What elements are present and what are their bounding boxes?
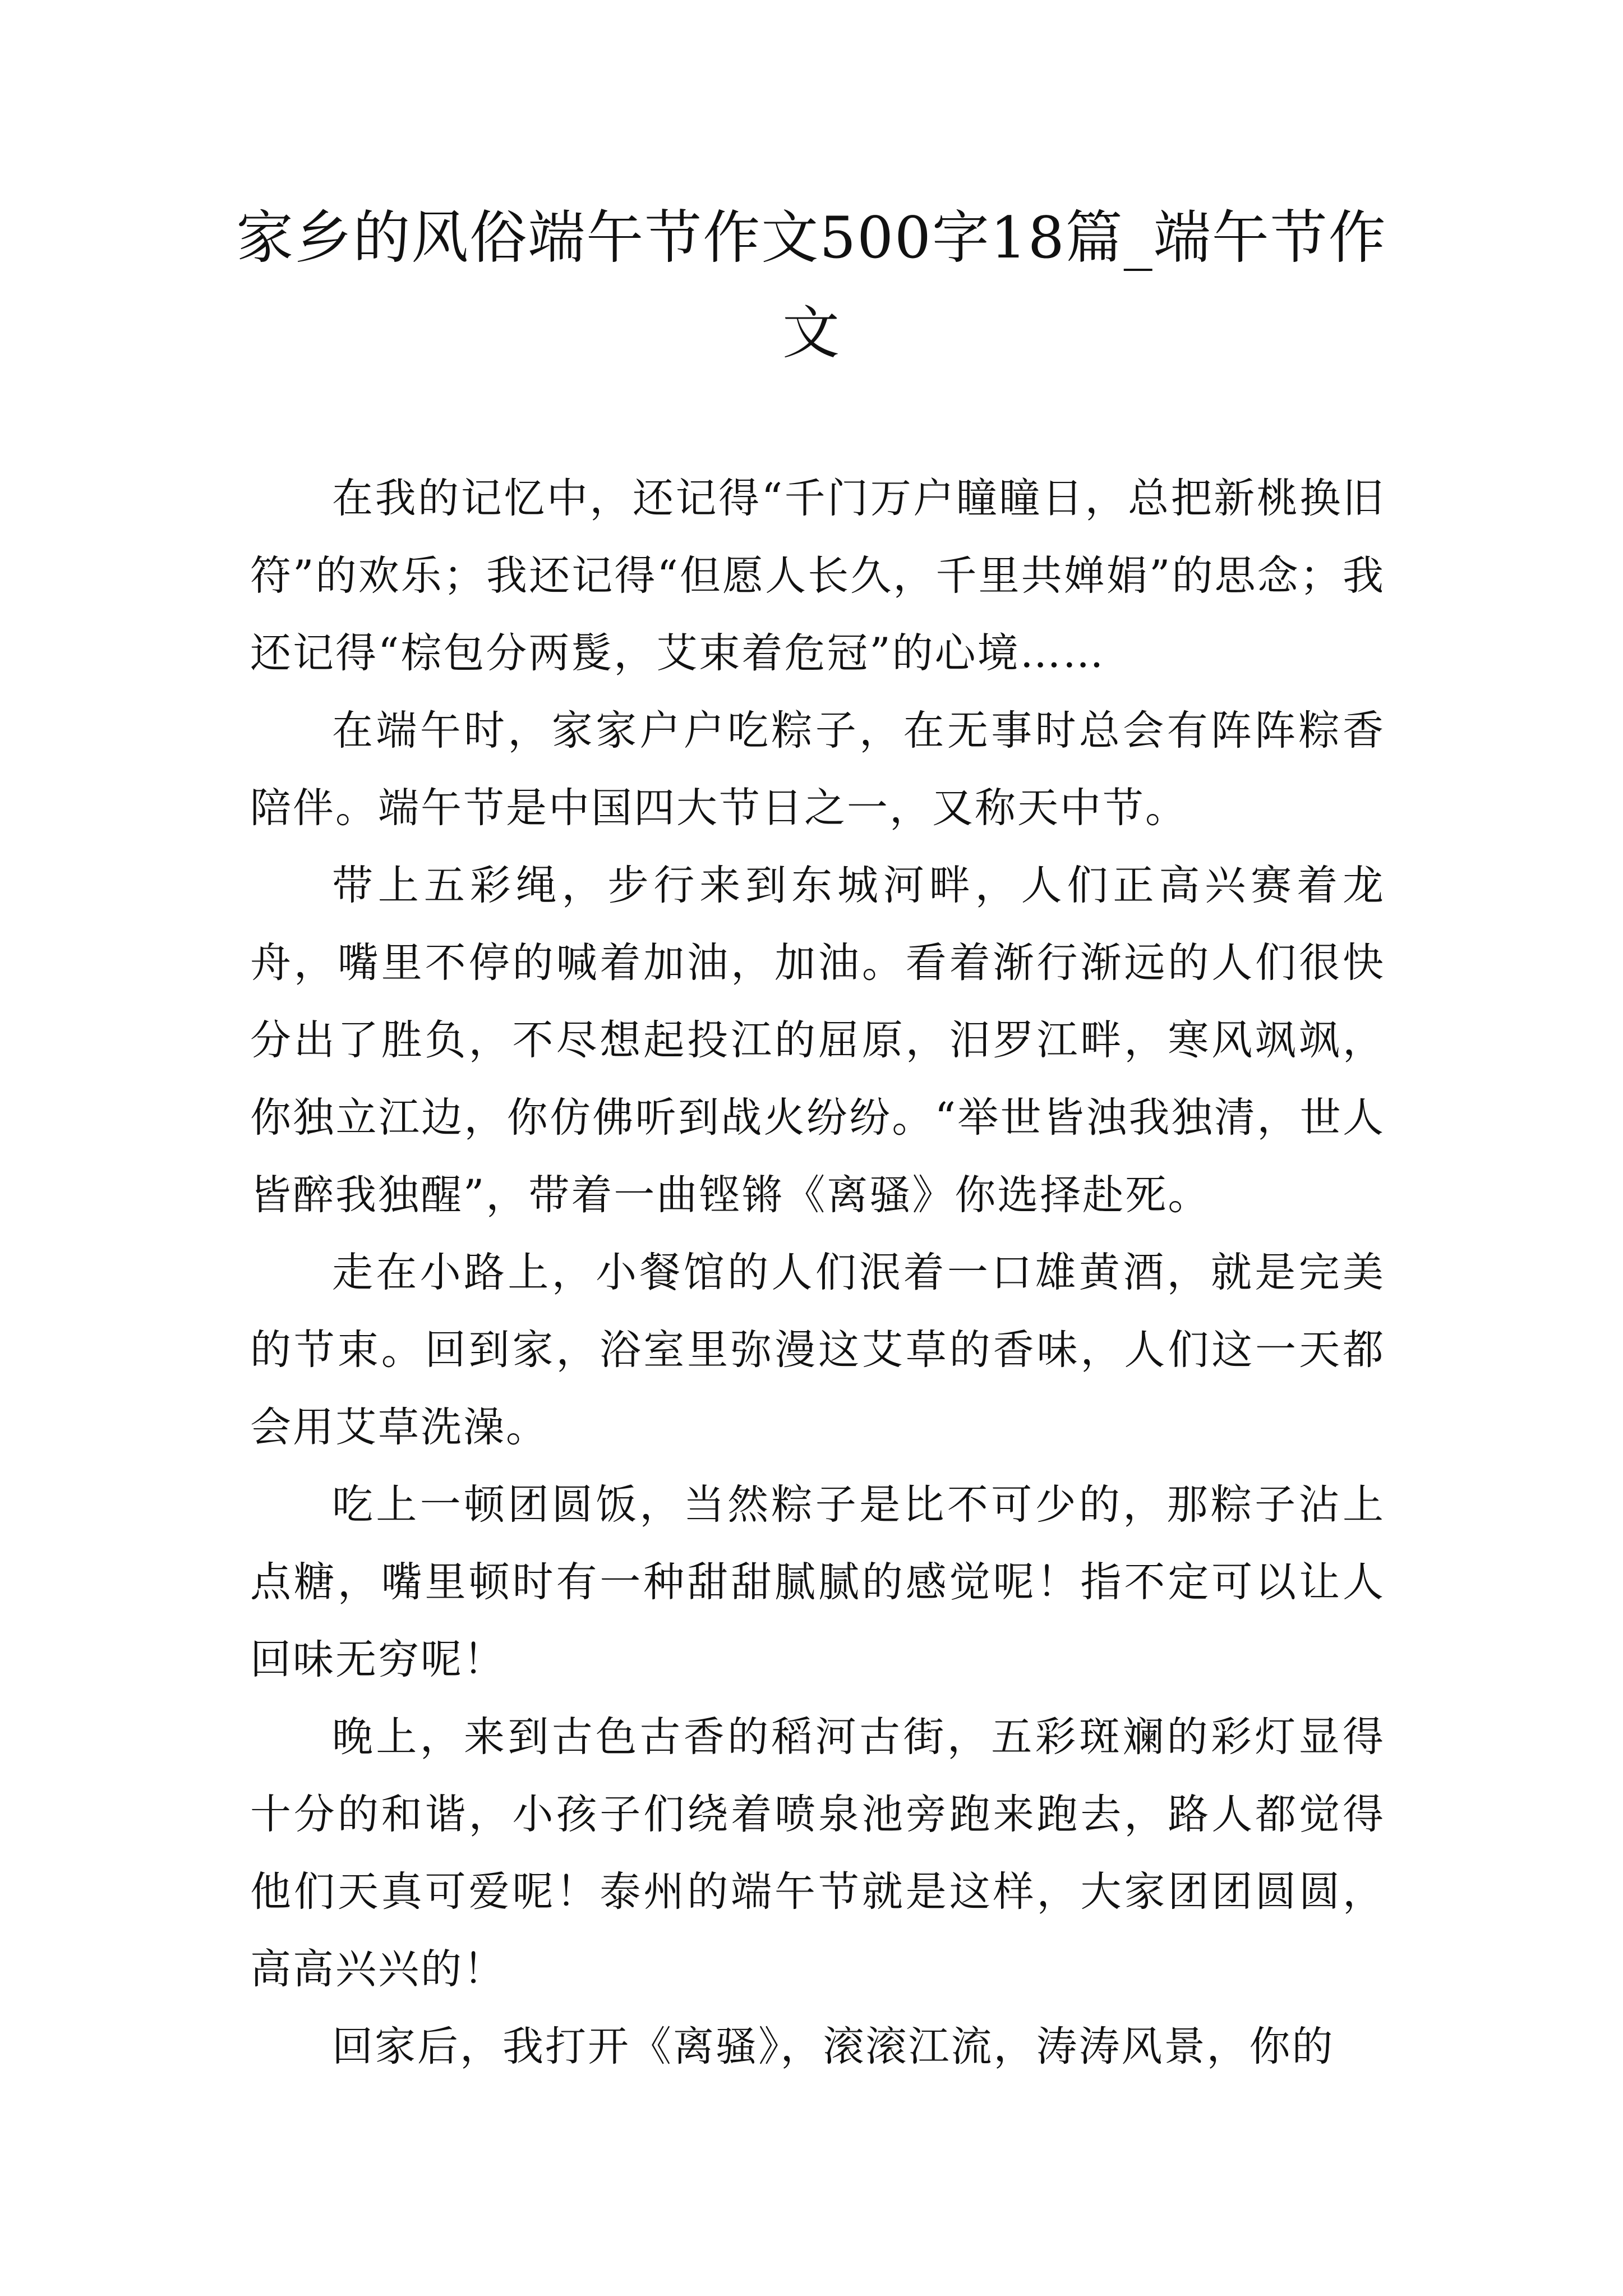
paragraph: 带上五彩绳，步行来到东城河畔，人们正高兴赛着龙舟，嘴里不停的喊着加油，加油。看着渐行渐远的人们很快分出了胜负，不尽想起投江的屈原，汨罗江畔，寒风飒飒，你独立江边，你仿佛听到战火纷纷。“举世皆浊我独清，世人皆醉我独醒”，带着一曲铿锵《离骚》你选择赴死。: [250, 862, 1385, 1219]
document-title: 家乡的风俗端午节作文500字18篇_端午节作文: [236, 205, 1387, 367]
paragraph: 走在小路上，小餐馆的人们泯着一口雄黄酒，就是完美的节束。回到家，浴室里弥漫这艾草的香味，人们这一天都会用艾草洗澡。: [250, 1249, 1385, 1451]
paragraph: 吃上一顿团圆饭，当然粽子是比不可少的，那粽子沾上点糖，嘴里顿时有一种甜甜腻腻的感觉呢！指不定可以让人回味无穷呢！: [250, 1481, 1385, 1683]
paragraph: 在我的记忆中，还记得“千门万户瞳瞳日，总把新桃换旧符”的欢乐；我还记得“但愿人长久，千里共婵娟”的思念；我还记得“棕包分两髲，艾束着危冠”的心境……: [250, 475, 1385, 677]
document-body: [250, 460, 1385, 2086]
paragraph: 晚上，来到古色古香的稻河古街，五彩斑斓的彩灯显得十分的和谐，小孩子们绕着喷泉池旁跑来跑去，路人都觉得他们天真可爱呢！泰州的端午节就是这样，大家团团圆圆，高高兴兴的！: [250, 1713, 1385, 1993]
paragraph: 在端午时，家家户户吃粽子，在无事时总会有阵阵粽香陪伴。端午节是中国四大节日之一，又称天中节。: [250, 707, 1385, 832]
paragraph: 回家后，我打开《离骚》，滚滚江流，涛涛风景，你的: [332, 2023, 1335, 2070]
